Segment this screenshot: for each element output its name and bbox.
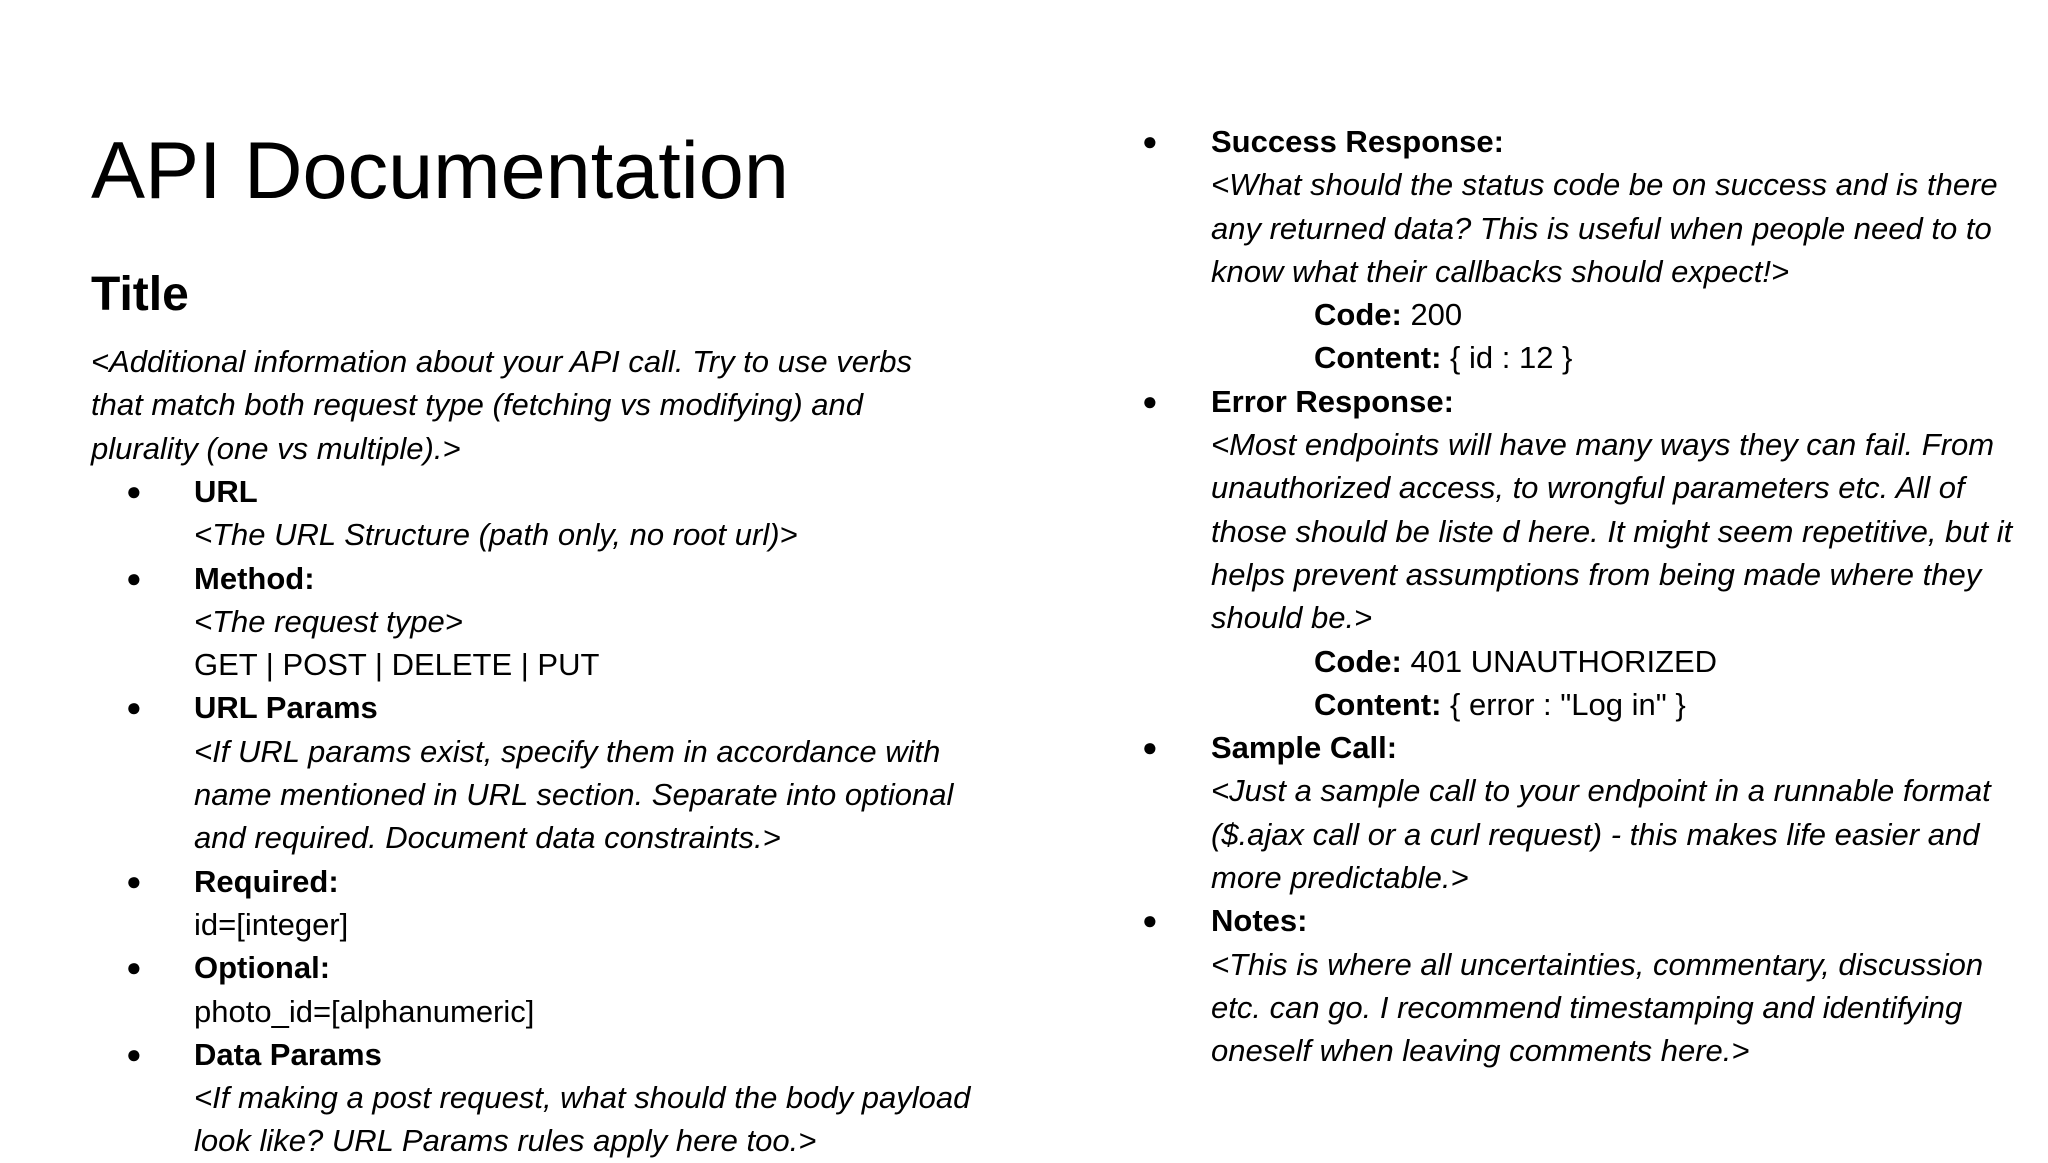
right-list xyxy=(1142,120,2022,1073)
code-value: 401 UNAUTHORIZED xyxy=(1401,643,1718,679)
bullet-icon: ● xyxy=(126,952,142,983)
item-label: Success Response: xyxy=(1211,124,1504,159)
left-list xyxy=(91,470,991,1163)
item-label: URL xyxy=(194,474,258,509)
item-value: photo_id=[alphanumeric] xyxy=(194,993,535,1029)
list-item-method xyxy=(91,557,991,687)
content-value: { id : 12 } xyxy=(1441,340,1573,376)
list-item-url xyxy=(91,470,991,557)
list-item-data-params xyxy=(91,1033,991,1163)
list-item-optional xyxy=(91,946,991,1033)
item-description: <This is where all uncertainties, commentary, discussion etc. can go. I recommend timestamping and identifying oneself when leaving comments here.> xyxy=(1211,946,1984,1069)
bullet-icon: ● xyxy=(126,1038,142,1069)
bullet-icon: ● xyxy=(1142,385,1158,416)
section-title: Title xyxy=(91,268,189,321)
item-label: Required: xyxy=(194,863,339,899)
code-line xyxy=(1211,640,2022,683)
item-description: <The request type> xyxy=(194,603,463,639)
content-line xyxy=(1211,683,2022,726)
code-label: Code: xyxy=(1314,297,1402,333)
item-label: Notes: xyxy=(1211,903,1308,939)
bullet-icon: ● xyxy=(1142,126,1158,156)
list-item-error-response xyxy=(1142,380,2022,726)
content-line xyxy=(1211,336,2022,379)
item-label: Data Params xyxy=(194,1036,382,1072)
item-description: <Just a sample call to your endpoint in a runnable format ($.ajax call or a curl request) - this makes life easier and more predictable.> xyxy=(1211,773,1991,896)
list-item-sample-call xyxy=(1142,726,2022,899)
code-label: Code: xyxy=(1314,643,1402,679)
bullet-icon: ● xyxy=(126,476,142,506)
intro-text: <Additional information about your API call. Try to use verbs that match both request type (fetching vs modifying) and plurality (one vs multiple).> xyxy=(91,344,913,466)
item-description: <What should the status code be on success and is there any returned data? This is useful when people need to to know what their callbacks should expect!> xyxy=(1211,167,1998,289)
list-item-notes xyxy=(1142,899,2022,1072)
item-label: Method: xyxy=(194,560,315,596)
item-label: Optional: xyxy=(194,950,331,986)
item-value: id=[integer] xyxy=(194,906,349,942)
list-item-url-params xyxy=(91,686,991,859)
bullet-icon: ● xyxy=(126,865,142,896)
bullet-icon: ● xyxy=(1142,732,1158,763)
bullet-icon: ● xyxy=(126,562,142,593)
content-value: { error : "Log in" } xyxy=(1441,686,1686,722)
code-value: 200 xyxy=(1401,297,1463,333)
item-label: Sample Call: xyxy=(1211,730,1398,766)
item-label: URL Params xyxy=(194,690,378,726)
content-label: Content: xyxy=(1314,686,1442,722)
code-line xyxy=(1211,293,2022,336)
document-title: API Documentation xyxy=(91,126,789,216)
bullet-icon: ● xyxy=(126,692,142,723)
item-label: Error Response: xyxy=(1211,383,1454,419)
list-item-success-response xyxy=(1142,120,2022,380)
list-item-required xyxy=(91,860,991,947)
item-value: GET | POST | DELETE | PUT xyxy=(194,647,600,683)
item-description: <The URL Structure (path only, no root url)> xyxy=(194,517,798,553)
bullet-icon: ● xyxy=(1142,905,1158,936)
item-description: <If URL params exist, specify them in accordance with name mentioned in URL section. Separate into optional and required. Document data constraints.> xyxy=(194,733,954,856)
item-description: <If making a post request, what should the body payload look like? URL Params rules apply here too.> xyxy=(194,1080,971,1159)
item-description: <Most endpoints will have many ways they can fail. From unauthorized access, to wrongful parameters etc. All of those should be liste d here. It might seem repetitive, but it helps prevent assumptions from being made where they should be.> xyxy=(1211,427,2013,636)
content-label: Content: xyxy=(1314,340,1442,376)
